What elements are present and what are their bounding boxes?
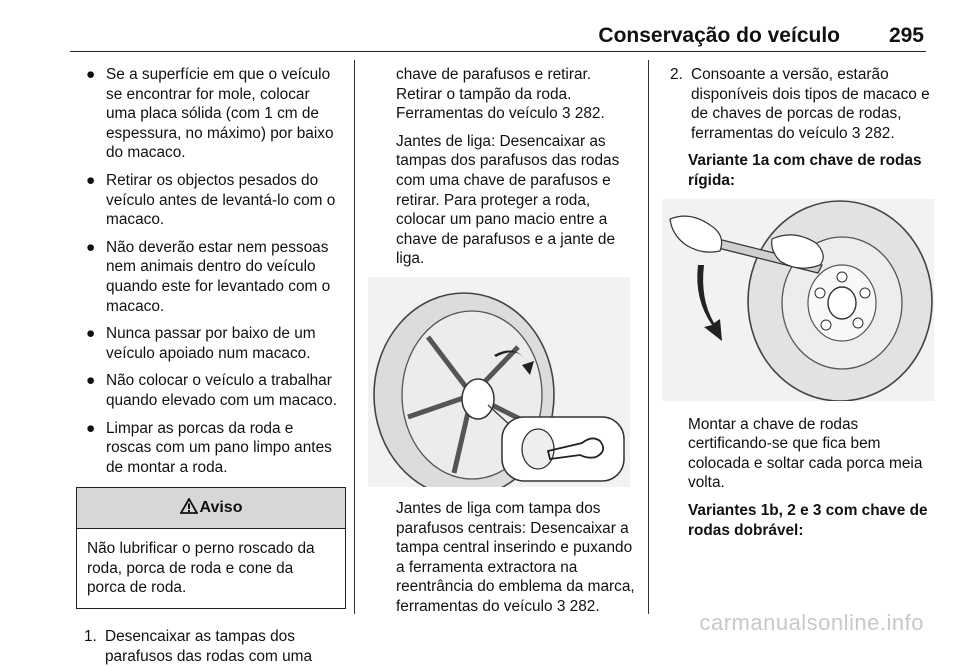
variant-2-heading: Variantes 1b, 2 e 3 com chave de rodas dobrável: [688, 501, 928, 539]
paragraph: Jantes de liga: Desencaixar as tampas dos parafusos das rodas com uma chave de parafusos e retirar. Para proteger a roda, colocar um pano macio entre a chave de parafusos e a jante de liga. [396, 132, 620, 268]
step-number: 2. [670, 66, 683, 83]
bullet-item: ● Retirar os objectos pesados do veículo antes de levantá-lo com o macaco. [86, 171, 336, 229]
page-number: 295 [888, 24, 924, 47]
step-2 [670, 65, 932, 143]
figure-caption: Jantes de liga com tampa dos parafusos centrais: Desencaixar a tampa central inserindo e puxando a ferramenta extractora na reentrância do emblema da marca, ferramentas do veículo 3 282. [396, 499, 635, 615]
wheel-wrench-illustration [662, 199, 934, 401]
variant-1-heading: Variante 1a com chave de rodas rígida: [688, 152, 922, 189]
step-1 [84, 627, 342, 666]
bullet-dot-icon: ● [86, 372, 96, 390]
paragraph: chave de parafusos e retirar. Retirar o tampão da roda. Ferramentas do veículo 3 282. [396, 66, 605, 123]
warning-text: Não lubrificar o perno roscado da roda, porca de roda e cone da porca de roda. [87, 540, 315, 597]
column-divider-1 [354, 60, 355, 614]
bullet-item: ● Nunca passar por baixo de um veículo apoiado num macaco. [86, 325, 316, 362]
warning-box [76, 487, 346, 609]
warning-triangle-icon [180, 490, 198, 506]
header-rule [70, 51, 926, 52]
bullet-item: ● Não colocar o veículo a trabalhar quando elevado com um macaco. [86, 372, 337, 409]
alloy-wheel-figure [368, 277, 630, 487]
warning-header [77, 488, 345, 529]
page-title: Conservação do veículo [598, 24, 840, 47]
warning-title: Aviso [199, 499, 243, 517]
bullet-dot-icon: ● [86, 238, 96, 256]
bullet-dot-icon: ● [86, 419, 96, 437]
alloy-wheel-illustration [368, 277, 630, 487]
bullet-dot-icon: ● [86, 325, 96, 343]
column-3 [670, 65, 932, 540]
column-2 [396, 65, 636, 625]
bullet-item: ● Se a superfície em que o veículo se encontrar for mole, colocar uma placa sólida (com 1 cm de espessura, no máximo) por baixo do macaco. [86, 66, 334, 162]
bullet-dot-icon: ● [86, 66, 96, 83]
step-text: Consoante a versão, estarão disponíveis dois tipos de macaco e de chaves de porcas de rodas, ferramentas do veículo 3 282. [691, 66, 930, 142]
step-text: Desencaixar as tampas dos parafusos das rodas com uma [105, 628, 313, 665]
figure-caption: Montar a chave de rodas certificando-se que fica bem colocada e soltar cada porca meia volta. [688, 415, 923, 492]
page-header [70, 18, 926, 52]
step-number: 1. [84, 628, 97, 646]
column-divider-2 [648, 60, 649, 614]
bullet-item: ● Limpar as porcas da roda e roscas com um pano limpo antes de montar a roda. [86, 419, 332, 476]
column-1 [84, 65, 342, 666]
bullet-dot-icon: ● [86, 171, 96, 189]
watermark: carmanualsonline.info [699, 610, 924, 635]
bullet-item: ● Não deverão estar nem pessoas nem animais dentro do veículo quando este for levantado com o macaco. [86, 238, 331, 315]
wheel-wrench-figure [662, 199, 934, 401]
